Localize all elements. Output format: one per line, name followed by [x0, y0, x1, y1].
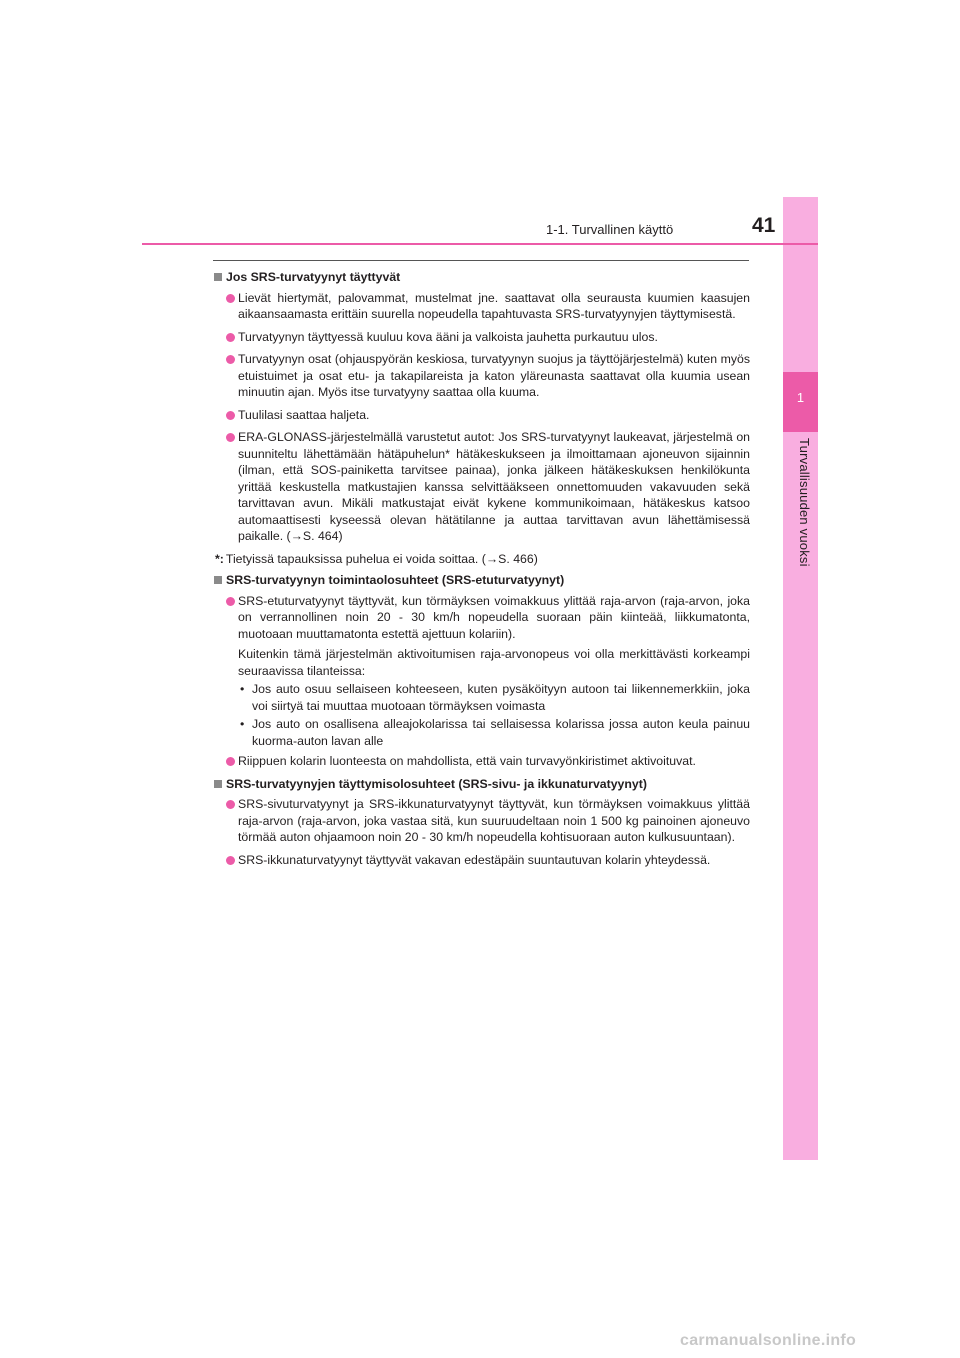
chapter-number: 1 — [796, 390, 805, 405]
square-bullet-icon — [214, 576, 222, 584]
item-text: SRS-sivuturvatyynyt ja SRS-ikkunaturvatyynyt täyttyvät, kun törmäyksen voimakkuus ylittää raja-arvon (raja-arvon, joka vastaa sitä, kun suuruudeltaan noin 1 500 kg painoinen ajoneuvo törmää auton ohjaamoon noin 20 - 30 km/h nopeudella kohtisuoraan auton kulkusuuntaan). — [238, 797, 750, 844]
header-rule — [142, 243, 818, 245]
sub-item — [240, 681, 750, 714]
bullet-icon — [226, 333, 235, 342]
heading-text: Jos SRS-turvatyynyt täyttyvät — [226, 270, 401, 284]
content-rule — [213, 260, 749, 261]
sub-item-text: Jos auto osuu sellaiseen kohteeseen, kuten pysäköityyn autoon tai liikennemerkkiin, joka voi siirtyä tai muuttaa muotoaan törmäyksen voimasta — [252, 682, 750, 713]
bullet-icon — [226, 355, 235, 364]
bullet-icon — [226, 411, 235, 420]
item-text: Lievät hiertymät, palovammat, mustelmat jne. saattavat olla seurausta kuumien kaasujen aikaansaamasta erittäin suurella nopeudella tapahtuvasta SRS-turvatyynyjen täyttymisestä. — [238, 290, 750, 321]
watermark: carmanualsonline.info — [680, 1332, 857, 1349]
sub-item-text: Jos auto on osallisena alleajokolarissa tai sellaisessa kolarissa jossa auton keula painuu kuorma-auton lavan alle — [252, 717, 750, 748]
bullet-icon — [226, 597, 235, 606]
list-item — [226, 852, 750, 869]
bullet-icon — [226, 433, 235, 442]
item-text: SRS-etuturvatyynyt täyttyvät, kun törmäyksen voimakkuus ylittää raja-arvon (raja-arvon, joka on verrannollinen noin 20 - 30 km/h nopeudella suoraan päin kiinteää, liikkumatonta, muotoaan muuttamatonta estettä ajettuun kolariin). — [238, 593, 750, 641]
bullet-icon — [226, 856, 235, 865]
footnote-text: Tietyissä tapauksissa puhelua ei voida soittaa. (→S. 466) — [225, 551, 538, 566]
chapter-sidebar — [783, 197, 818, 1160]
bullet-icon — [226, 800, 235, 809]
chapter-title: Turvallisuuden vuoksi — [797, 438, 812, 567]
list-item — [226, 593, 750, 643]
page-content — [213, 266, 750, 874]
heading-text: SRS-turvatyynyjen täyttymisolosuhteet (SRS-sivu- ja ikkunaturvatyynyt) — [226, 776, 647, 791]
list-item — [226, 329, 750, 346]
section-heading — [213, 269, 750, 286]
list-item — [226, 753, 750, 770]
sub-bullet-icon: • — [240, 717, 245, 731]
section-heading — [213, 572, 750, 589]
item-text: ERA-GLONASS-järjestelmällä varustetut autot: Jos SRS-turvatyynyt laukeavat, järjestelmä on suunniteltu lähettämään hätäpuhelun* hätäkeskukseen ja ilmoittamaan ajoneuvon sijainnin (ilman, että SOS-painiketta tarvitsee painaa), jonka jälkeen hätäkeskuksen henkilökunta yrittää keskustella matkustajien kanssa selvittääkseen onnettomuuden vakavuuden sekä tarvittavan avun. Mikäli matkustajat eivät kykene kommunikoimaan, hätäkeskus katsoo automaattisesti kyseessä olevan hätätilanne ja auttaa tarvittavan avun lähettämisessä paikalle. (→S. 464) — [238, 430, 750, 543]
sub-item — [240, 716, 750, 749]
list-item — [226, 796, 750, 846]
page-number: 41 — [752, 214, 776, 237]
bullet-icon — [226, 294, 235, 303]
item-text: Riippuen kolarin luonteesta on mahdollista, että vain turvavyönkiristimet aktivoituvat. — [238, 754, 696, 768]
heading-text: SRS-turvatyynyn toimintaolosuhteet (SRS-etuturvatyynyt) — [226, 573, 565, 587]
footnote-mark: *: — [215, 551, 224, 566]
section-title: 1-1. Turvallinen käyttö — [546, 222, 674, 237]
sub-bullet-icon: • — [240, 682, 245, 696]
bullet-icon — [226, 757, 235, 766]
list-item — [226, 290, 750, 323]
list-item — [226, 407, 750, 424]
square-bullet-icon — [214, 780, 222, 788]
item-text: Turvatyynyn täyttyessä kuuluu kova ääni ja valkoista jauhetta purkautuu ulos. — [238, 329, 658, 344]
paragraph: Kuitenkin tämä järjestelmän aktivoitumisen raja-arvonopeus voi olla merkittävästi korkeampi seuraavissa tilanteissa: — [238, 647, 750, 678]
list-item — [226, 351, 750, 401]
item-text: Turvatyynyn osat (ohjauspyörän keskiosa, turvatyynyn suojus ja täyttöjärjestelmä) kuten myös etuistuimet ja osat etu- ja takapilareista ja katon yläreunasta saattavat olla kuumia usean minuutin ajan. Myös itse turvatyyny saattaa olla kuuma. — [238, 352, 750, 399]
square-bullet-icon — [214, 273, 222, 281]
list-item — [226, 429, 750, 545]
item-text: SRS-ikkunaturvatyynyt täyttyvät vakavan edestäpäin suuntautuvan kolarin yhteydessä. — [238, 852, 711, 867]
footnote — [215, 551, 750, 568]
section-heading — [213, 776, 750, 793]
item-text: Tuulilasi saattaa haljeta. — [238, 407, 370, 422]
